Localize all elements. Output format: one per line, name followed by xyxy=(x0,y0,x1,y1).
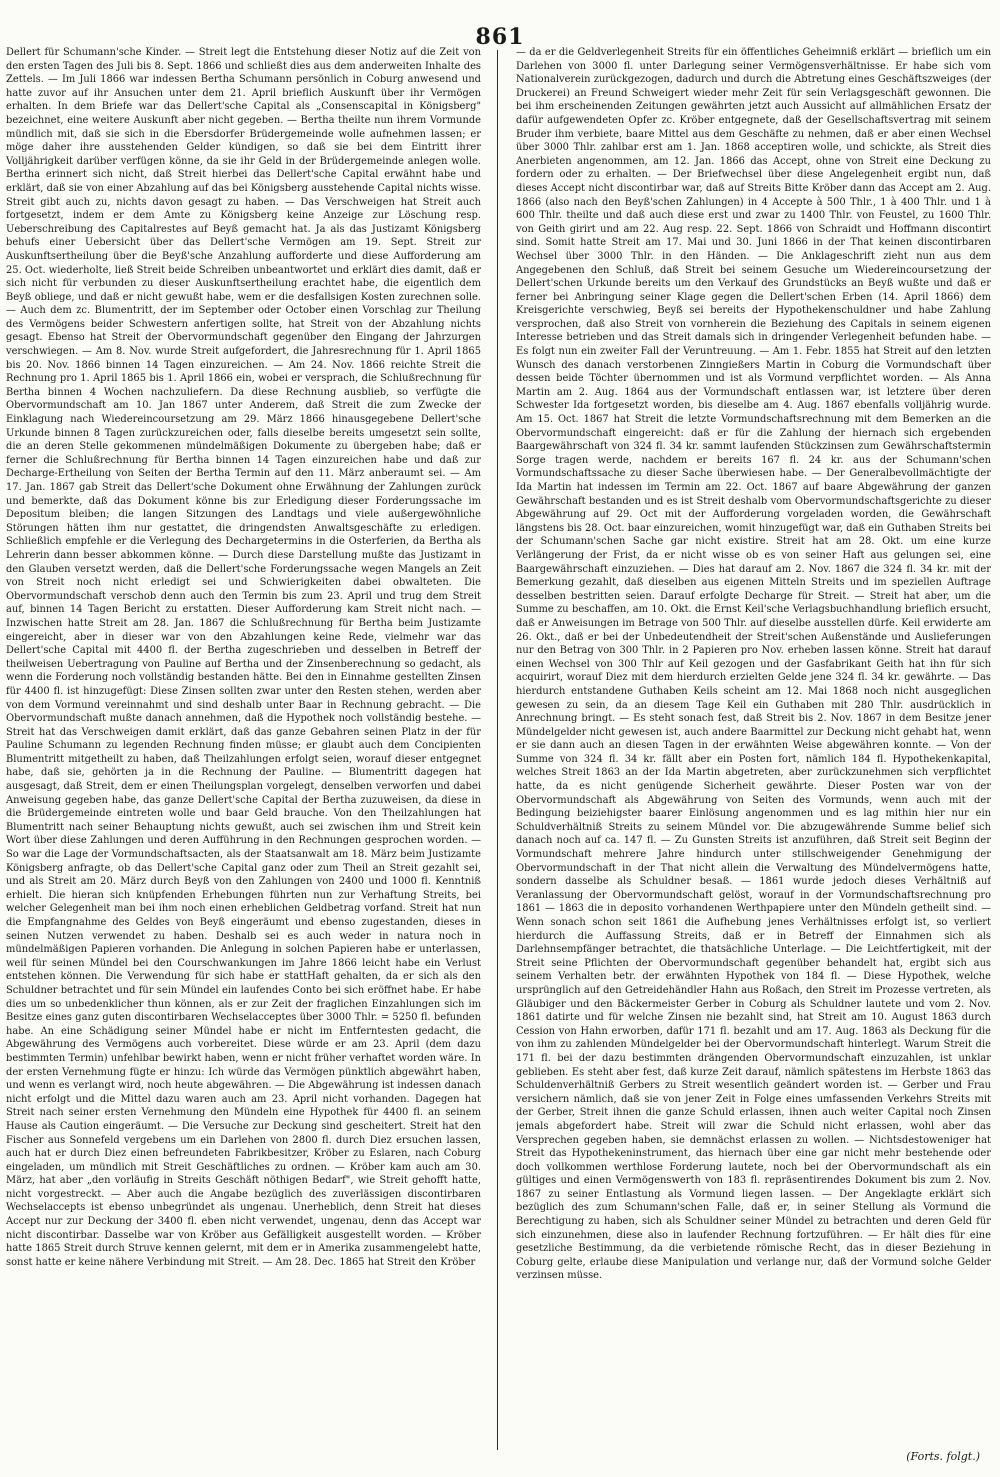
column-right-text: — da er die Geldverlegenheit Streits für ein öffentliches Geheimniß erklärt — brieflich um ein Darlehen von 3000 fl. unter Darlegung seiner Vermögensverhältnisse. Er habe sich vom Nationalverein zurückgezogen, dadurch und durch die Abtretung eines Geschäftszweiges (der Druckerei) an Freund Schweigert wieder mehr Zeit für sein Verlagsgeschäft gewonnen. Die bei ihm erscheinenden Zeitungen gewährten jetzt auch Aussicht auf allmählichen Ersatz der dafür aufgewendeten Opfer zc. Kröber entgegnete, daß der Gesellschaftsvertrag mit seinem Bruder ihm verbiete, baare Mittel aus dem Geschäfte zu nehmen, daß er aber einen Wechsel über 3000 Thlr. zahlbar erst am 1. Jan. 1868 acceptiren wolle, und schickte, als Streit dies Anerbieten angenommen, am 12. Jan. 1866 das Accept, ohne von Streit eine Deckung zu fordern oder zu erhalten. — Der Briefwechsel über diese Angelegenheit ergibt nun, daß dieses Accept nicht discontirbar war, daß auf Streits Bitte Kröber dann das Accept am 2. Aug. 1866 (also nach den Beyß'schen Zahlungen) in 4 Accepte à 500 Thlr., 1 à 400 Thlr. und 1 à 600 Thlr. theilte und daß auch diese erst und zwar zu 1400 Thlr. von Feustel, zu 1600 Thlr. von Geith girirt und am 22. Aug resp. 22. Sept. 1866 von Schraidt und Hoffmann discontirt sind. Somit hatte Streit am 17. Mai und 30. Juni 1866 in der That keinen discontirbaren Wechsel über 3000 Thlr. in den Händen. — Die Anklageschrift zieht nun aus dem Angegebenen den Schluß, daß Streit bei seinem Gesuche um Wiedereincoursetzung der Dellert'schen Urkunde bereits um den Verkauf des Grundstücks an Beyß wußte und daß er ferner bei Anbringung seiner Klage gegen die Dellert'schen Erben (14. April 1866) dem Kreisgerichte verschwieg, Beyß sei bereits der Hypothekenschuldner und habe Zahlung versprochen, daß also Streit von vornherein die Beziehung des Capitals in seinem eigenen Interesse betrieben und das Streit damals sich in dringender Verlegenheit befunden habe. — Es folgt nun ein zweiter Fall der Veruntreuung. — Am 1. Febr. 1855 hat Streit auf den letzten Wunsch des danach verstorbenen Zinngießers Martin in Coburg die Vormundschaft über dessen beide Töchter übernommen und ist als Vormund verpflichtet worden. — Als Anna Martin am 2. Aug. 1864 aus der Vormundschaft entlassen war, ist letztere über deren Schwester Ida fortgesetzt worden, bis dieselbe am 4. Aug. 1867 ebenfalls volljährig wurde. Am 15. Oct. 1867 hat Streit die letzte Vormundschaftsrechnung mit dem Bemerken an die Obervormundschaft eingereicht: daß er für die Zahlung der hiernach sich ergebenden Baargewährschaft von 324 fl. 34 kr. sammt laufenden Stückzinsen zum Gewährschaftstermin Sorge tragen werde, nachdem er bereits 167 fl. 24 kr. aus der Schumann'schen Vormundschaftssache zu dieser Sache überwiesen habe. — Der Generalbevollmächtigte der Ida Martin hat indessen im Termin am 22. Oct. 1867 auf baare Abgewährung der ganzen Gewährschaft bestanden und es ist Streit deshalb vom Obervormundschaftsgerichte zu dieser Abgewährung auf 29. Oct mit der Aufforderung vorgeladen worden, die Gewährschaft längstens bis 28. Oct. baar einzureichen, womit hinzugefügt war, daß ein Guthaben Streits bei der Schumann'schen Sache gar nicht existire. Streit hat am 28. Okt. um eine kurze Verlängerung der Frist, da er nicht wisse ob es von seiner Haft aus gelungen sei, eine Baargewährschaft einzuziehen. — Dies hat darauf am 2. Nov. 1867 die 324 fl. 34 kr. mit der Bemerkung gezahlt, daß dieselben aus eigenen Mitteln Streits und im speziellen Auftrage desselben bestritten seien. Darauf erfolgte Decharge für Streit. — Streit hat aber, um die Summe zu beschaffen, am 10. Okt. die Ernst Keil'sche Verlagsbuchhandlung brieflich ersucht, daß er Anweisungen im Betrage von 500 Thlr. auf dieselbe ausstellen dürfe. Keil erwiderte am 26. Okt., daß er bei der Unbedeutendheit der Streit'schen Außenstände und Auslieferungen nur den Betrag von 300 Thlr. in 2 Papieren pro Nov. erheben lassen könne. Streit hat darauf einen Wechsel von 300 Thlr auf Keil gezogen und der Gasfabrikant Geith hat ihn für sich acquirirt, worauf Diez mit dem hierdurch erzielten Gelde jene 324 fl. 34 kr. gewährte. — Das hierdurch entstandene Guthaben Keils scheint am 12. Mai 1868 noch nicht ausgeglichen gewesen zu sein, da an diesem Tage Keil ein Guthaben mit 280 Thlr. ausdrücklich in Anrechnung bringt. — Es steht sonach fest, daß Streit bis 2. Nov. 1867 in dem Besitze jener Mündelgelder nicht gewesen ist, auch andere Baarmittel zur Deckung nicht gehabt hat, wenn er sie dann auch an diesen Tagen in der erwähnten Weise abgewähren konnte. — Von der Summe von 324 fl. 34 kr. fällt aber ein Posten fort, nämlich 184 fl. Hypothekenkapital, welches Streit 1863 an der Ida Martin abgetreten, aber zurückzunehmen sich verpflichtet hatte, da es nicht genügende Sicherheit gewährte. Dieser Posten war von der Obervormundschaft als Abgewährung von Seiten des Vormunds, wenn auch mit der Bedingung beiziehigster baarer Einlösung angenommen und es lag mithin hier nur ein Schuldverhältniß Streits zu seinem Mündel vor. Die abzugewährende Summe belief sich danach noch auf ca. 147 fl. — Zu Gunsten Streits ist anzuführen, daß Streit seit Beginn der Vormundschaft mehrere Jahre hindurch unter stillschweigender Genehmigung der Obervormundschaft in der That nicht allein die Verwaltung des Mündelvermögens hatte, sondern dasselbe als Schuldner besaß. — 1861 wurde jedoch dieses Verhältniß auf Veranlassung der Obervormundschaft gelöst, worauf in der Vormundschaftsrechnung pro 1861 — 1863 die in deposito vorhandenen Werthpapiere unter den Mündeln getheilt sind. — Wenn sonach schon seit 1861 die Aufhebung jenes Verhältnisses erfolgt ist, so verliert hierdurch die Auffassung Streits, daß er in Betreff der Einnahmen sich als Darlehnsempfänger betrachtet, die thatsächliche Unterlage. — Die Leichtfertigkeit, mit der Streit seine Pflichten der Obervormundschaft gegenüber behandelt hat, ergibt sich aus seinem Verhalten betr. der erwähnten Hypothek von 184 fl. — Diese Hypothek, welche ursprünglich auf den Getreidehändler Hahn aus Roßach, den Streit im Prozesse vertreten, als Gläubiger und den Bäckermeister Gerber in Coburg als Schuldner lautete und vom 2. Nov. 1861 datirte und für welche Zinsen nie bezahlt sind, hat Streit am 10. August 1863 durch Cession von Hahn erworben, dafür 171 fl. bezahlt und am 17. Aug. 1863 als Deckung für die von ihm zu zahlenden Mündelgelder bei der Obervormundschaft hinterlegt. Warum Streit die 171 fl. bei der dazu bestimmten drängenden Obervormundschaft einzuzahlen, ist unklar geblieben. Es steht aber fest, daß kurze Zeit darauf, nämlich spätestens im Herbste 1863 das Schuldenverhältniß Gerbers zu Streit wesentlich geändert worden ist. — Gerber und Frau versichern nämlich, daß sie von jener Zeit in Folge eines umfassenden Verkehrs Streits mit der Gerber, Streit ihnen die ganze Schuld erlassen, ihnen auch weiter Capital noch Zinsen jemals abgefordert habe. Streit will zwar die Schuld nicht erlassen, wohl aber das Versprechen gegeben haben, sie demnächst erlassen zu wollen. — Nichtsdestoweniger hat Streit das Hypothekeninstrument, das hiernach über eine gar nicht mehr bestehende oder doch vollkommen werthlose Forderung lautete, noch bei der Obervormundschaft als ein gültiges und einen Vermögenswerth von 183 fl. repräsentirendes Dokument bis zum 2. Nov. 1867 zu seiner Entlastung als Vormund liegen lassen. — Der Angeklagte erklärt sich bezüglich des zum Schumann'schen Falle, daß er, in seiner Stellung als Vormund die Berechtigung zu haben, sich als Schuldner seiner Mündel zu betrachten und deren Geld für sich einzunehmen, diese also in laufender Rechnung fortzuführen. — Er hält dies für eine gesetzliche Bestimmung, da die verbietende römische Recht, das in dieser Beziehung in Coburg gelte, erlaube diese Manipulation und verlange nur, daß der Vormund solche Gelder verzinsen müsse. xyxy=(516,47,991,1282)
column-left-text: Dellert für Schumann'sche Kinder. — Streit legt die Entstehung dieser Notiz auf die Zeit von den ersten Tagen des Juli bis 8. Sept. 1866 und schließt dies aus dem anderweiten Inhalte des Zettels. — Im Juli 1866 war indessen Bertha Schumann persönlich in Coburg anwesend und hatte zuvor auf ihr Ansuchen unter dem 21. April brieflich Auskunft über ihr Vermögen erhalten. In dem Briefe war das Dellert'sche Capital als „Consenscapital in Königsberg" bezeichnet, eine weitere Auskunft aber nicht gegeben. — Bertha theilte nun ihrem Vormunde mündlich mit, daß sie sich in die Ebersdorfer Brüdergemeinde wolle aufnehmen lassen; er möge daher ihre ausstehenden Gelder kündigen, so daß sie bei dem Eintritt ihrer Volljährigkeit darüber verfügen könne, da sie ihr Geld in der Brüdergemeinde anlegen wolle. Bertha erinnert sich nicht, daß Streit hierbei das Dellert'sche Capital erwähnt habe und erklärt, daß sie von einer Abzahlung auf das bei Königsberg ausstehende Capital nichts wisse. Streit gibt auch zu, nichts davon gesagt zu haben. — Das Verschweigen hat Streit auch fortgesetzt, indem er dem Amte zu Königsberg keine Anzeige zur Löschung resp. Ueberschreibung des Capitalrestes auf Beyß gemacht hat. Ja als das Justizamt Königsberg behufs einer Uebersicht über das Dellert'sche Vermögen am 19. Sept. Streit zur Auskunftsertheilung über die Beyß'sche Anzahlung aufforderte und diese Aufforderung am 25. Oct. wiederholte, ließ Streit beide Schreiben unbeantwortet und erklärt dies damit, daß er sich nicht für verbunden zu dieser Auskunftsertheilung erachtet habe, die eigentlich dem Beyß obliege, und daß er nicht gewußt habe, wem er die desfallsigen Kosten zurechnen solle. — Auch dem zc. Blumentritt, der im September oder October einen Vorschlag zur Theilung des Vermögens beider Schwestern anfertigen sollte, hat Streit von der Abzahlung nichts gesagt. Ebenso hat Streit der Obervormundschaft gegenüber den Eingang der Jahrzurgen verschwiegen. — Am 8. Nov. wurde Streit aufgefordert, die Jahresrechnung für 1. April 1865 bis 20. Nov. 1866 binnen 14 Tagen einzureichen. — Am 24. Nov. 1866 reichte Streit die Rechnung pro 1. April 1865 bis 1. April 1866 ein, wobei er versprach, die Schlußrechnung für Bertha binnen 4 Wochen nachzuliefern. Da diese Rechnung ausblieb, so verfügte die Obervormundschaft am 10. Jan 1867 unter Anderem, daß Streit die zum Zwecke der Einklagung nach Wiedereincoursetzung am 29. März 1866 hinausgegebene Dellert'sche Urkunde binnen 8 Tagen zurückzureichen oder, falls dieselbe bereits umgesetzt sein sollte, die an deren Stelle gekommenen mündelmäßigen Dokumente zu übergeben habe; daß er ferner die Schlußrechnung für Bertha binnen 14 Tagen einzureichen habe und daß zur Decharge-Ertheilung von Seiten der Bertha Termin auf den 11. März anberaumt sei. — Am 17. Jan. 1867 gab Streit das Dellert'sche Dokument ohne Erwähnung der Zahlungen zurück und bemerkte, daß das Dokument könne bis zur Erledigung dieser Forderungssache im Depositum bleiben; die langen Sitzungen des Landtags und viele außergewöhnliche Störungen hätten ihm nur gestattet, die dringendsten Anwaltsgeschäfte zu erledigen. Schließlich empfehle er die Verlegung des Dechargetermins in die Osterferien, da Bertha als Lehrerin dann besser abkommen könne. — Durch diese Darstellung mußte das Justizamt in den Glauben versetzt werden, daß die Dellert'sche Forderungssache wegen Mangels an Zeit von Streit noch nicht erledigt sei und Schwierigkeiten dabei obwalteten. Die Obervormundschaft verschob denn auch den Termin bis zum 23. April und trug dem Streit auf, binnen 14 Tagen Bericht zu erstatten. Dieser Aufforderung kam Streit nicht nach. — Inzwischen hatte Streit am 28. Jan. 1867 die Schlußrechnung für Bertha beim Justizamte eingereicht, aber in dieser war von den Abzahlungen keine Rede, vielmehr war das Dellert'sche Capital mit 4400 fl. der Bertha zugeschrieben und desselben in Betreff der theilweisen Uebertragung von Pauline auf Bertha und der Zinsenberechnung so gedacht, als wenn die Forderung noch vollständig bestanden hätte. Bei den in Einnahme gestellten Zinsen für 4400 fl. ist hinzugefügt: Diese Zinsen sollten zwar unter den Resten stehen, werden aber von dem Vormund vereinnahmt und sind deshalb unter Baar in Rechnung gebracht. — Die Obervormundschaft mußte danach annehmen, daß die Hypothek noch vollständig bestehe. — Streit hat das Verschweigen damit erklärt, daß das ganze Gebahren seinen Platz in der für Pauline Schumann zu legenden Rechnung finden müsse; er glaubt auch dem Concipienten Blumentritt mitgetheilt zu haben, daß Theilzahlungen erfolgt seien, worauf dieser entgegnet habe, daß sie, gehörten ja in die Rechnung der Pauline. — Blumentritt dagegen hat ausgesagt, daß Streit, dem er einen Theilungsplan vorgelegt, denselben verworfen und dabei Anweisung gegeben habe, das ganze Dellert'sche Capital der Bertha zuzuweisen, da diese in die Brüdergemeinde eintreten wolle und baar Geld brauche. Von den Theilzahlungen hat Blumentritt nach seiner Behauptung nichts gewußt, auch sei zwischen ihm und Streit kein Wort über diese Zahlungen und deren Aufführung in den Rechnungen gesprochen worden. — So war die Lage der Vormundschaftsacten, als der Staatsanwalt am 18. März beim Justizamte Königsberg anfragte, ob das Dellert'sche Capital ganz oder zum Theil an Streit gezahlt sei, und als Streit am 20. März durch Beyß von den Zahlungen von 2400 und 1000 fl. Kenntniß erhielt. Die hieran sich knüpfenden Erhebungen führten nun zur Verhaftung Streits, bei welcher Gelegenheit man bei ihm noch einen erheblichen Geldbetrag vorfand. Streit hat nun die Empfangnahme des Geldes von Beyß eingeräumt und ebenso zugestanden, dieses in seinen Nutzen verwendet zu haben. Deshalb sei es auch weder in natura noch in mündelmäßigen Papieren vorhanden. Die Anlegung in solchen Papieren habe er unterlassen, weil für seinen Mündel bei den Courschwankungen im Jahre 1866 leicht habe ein Verlust entstehen können. Die Verwendung für sich habe er stattHaft gehalten, da er sich als den Schuldner betrachtet und für sein Mündel ein laufendes Conto bei sich eröffnet habe. Er habe dies um so unbedenklicher thun können, als er zur Zeit der fraglichen Einzahlungen sich im Besitze eines ganz guten discontirbaren Wechselacceptes über 3000 Thlr. = 5250 fl. befunden habe. An eine Schädigung seiner Mündel habe er nicht im Entferntesten gedacht, die Abgewährung des Vermögens auch vorbereitet. Diese würde er am 23. April (dem dazu bestimmten Termin) unfehlbar bewirkt haben, wenn er nicht früher verhaftet worden wäre. In der ersten Vernehmung fügte er hinzu: Ich würde das Vermögen pünktlich abgewährt haben, und wenn es verlangt wird, noch heute abgewähren. — Die Abgewährung ist indessen danach nicht erfolgt und die Mittel dazu waren auch am 23. April nicht vorhanden. Dagegen hat Streit nach seiner ersten Vernehmung den Mündeln eine Hypothek für 4400 fl. an seinem Hause als Caution eingeräumt. — Die Versuche zur Deckung sind gescheitert. Streit hat den Fischer aus Sonnefeld vergebens um ein Darlehen von 2800 fl. durch Diez ersuchen lassen, auch hat er durch Diez einen befreundeten Fabrikbesitzer, Kröber zu Eslaren, nach Coburg eingeladen, um mündlich mit Streit Geschäftliches zu ordnen. — Kröber kam auch am 30. März, hat aber „den vorläufig in Streits Geschäft nöthigen Bedarf", wie Streit gehofft hatte, nicht vorgestreckt. — Aber auch die Angabe bezüglich des zuverlässigen discontirbaren Wechselaccepts ist ebenso unbegründet als ungenau. Unerheblich, denn Streit hat dieses Accept nur zur Deckung der 3400 fl. eben nicht verwendet, ungenau, denn das Accept war nicht discontirbar. Dasselbe war von Kröber aus Gefälligkeit ausgestellt worden. — Kröber hatte 1865 Streit durch Struve kennen gelernt, mit dem er in Amerika zusammengelebt hatte, sonst hatte er keine nähere Verbindung mit Streit. — Am 28. Dec. 1865 hat Streit den Kröber xyxy=(6,47,481,1268)
text-column-left xyxy=(6,46,481,1446)
continuation-note: (Forts. folgt.) xyxy=(906,1450,980,1463)
text-column-right xyxy=(516,46,991,1446)
column-divider xyxy=(497,50,498,1450)
page-number: 861 xyxy=(475,24,525,50)
